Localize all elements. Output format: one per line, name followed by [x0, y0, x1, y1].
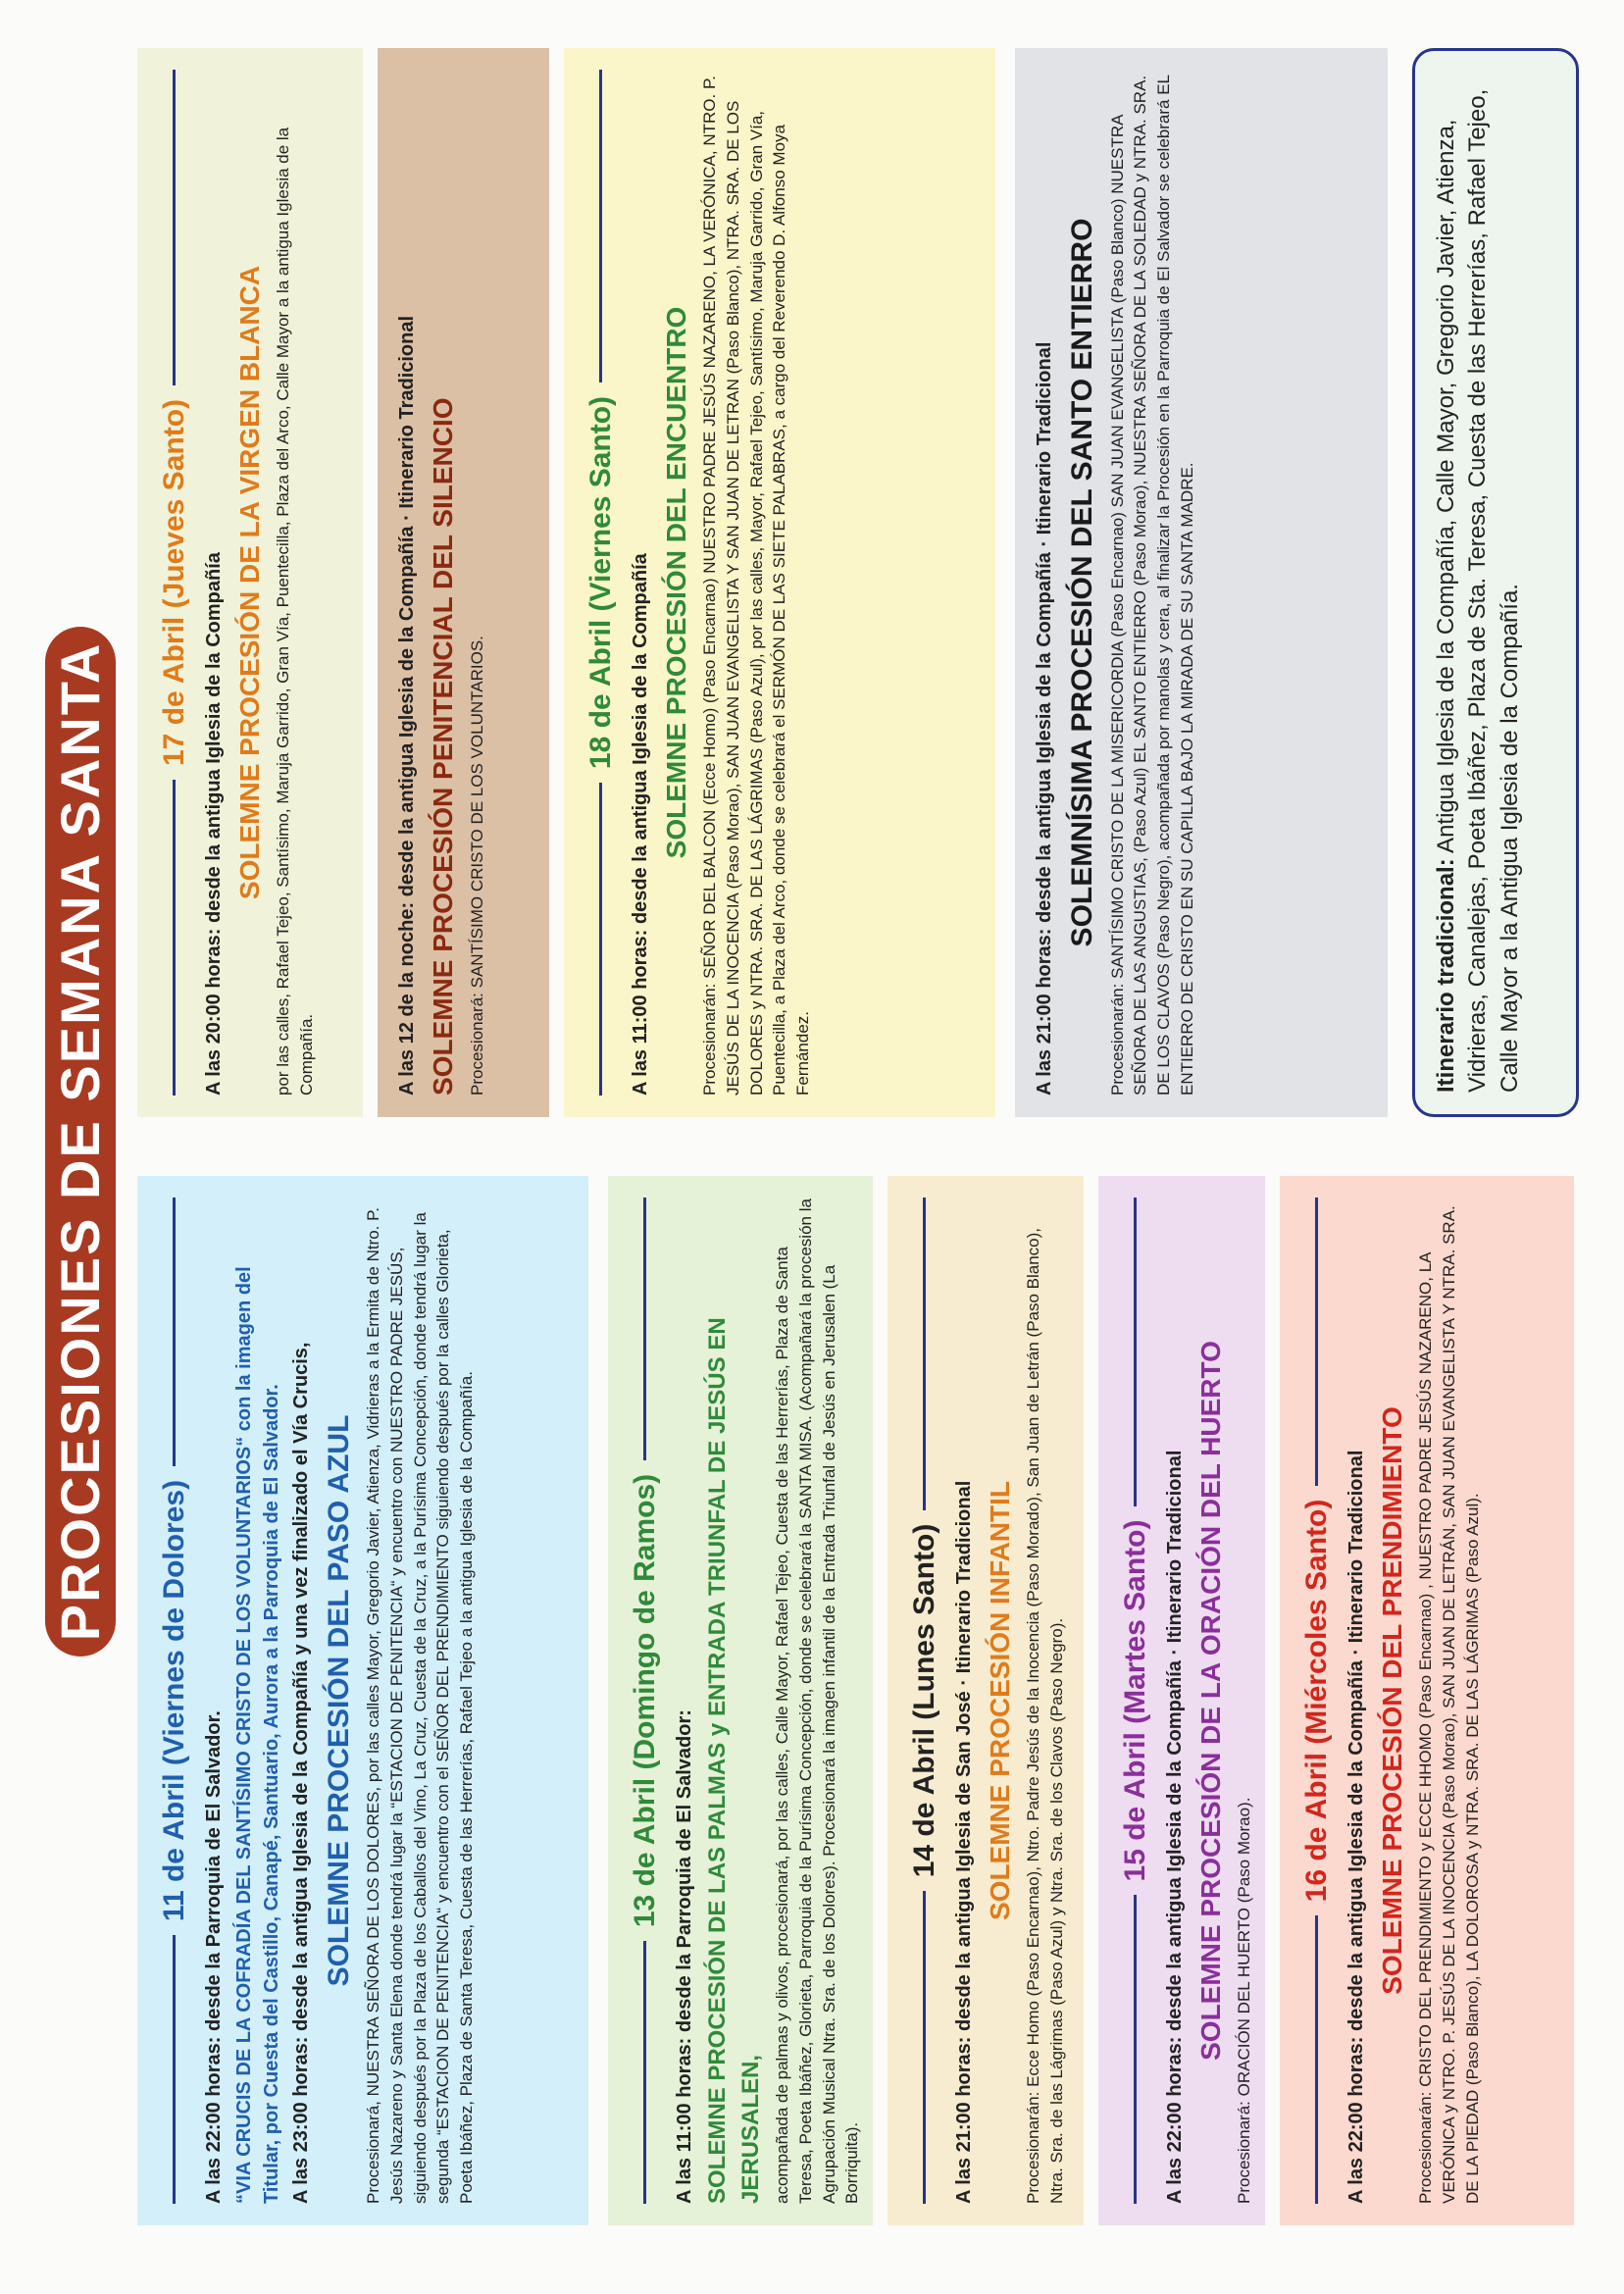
section-santo-entierro — [1015, 48, 1388, 1117]
section-viernes-dolores — [137, 1176, 588, 2225]
section-date: 14 de Abril (Lunes Santo) — [903, 1198, 946, 2204]
section-line: Procesionará: ORACIÓN DEL HUERTO (Paso Morao). — [1235, 1797, 1254, 2204]
section-silencio — [378, 48, 549, 1117]
section-line: A las 22:00 horas: desde la antigua Iglesia de la Compañía · Itinerario Tradicional — [1163, 1450, 1186, 2204]
section-line: “VIA CRUCIS DE LA COFRADÍA DEL SANTÍSIMO CRISTO DE LOS VOLUNTARIOS“ con la imagen del Titular, por Cuesta del Castillo, Canapé, Santuario, Aurora a la Parroquia de El Salvador. — [232, 1266, 282, 2204]
procession-title: SOLEMNE PROCESIÓN DEL PASO AZUL — [322, 1414, 355, 1987]
page-title: PROCESIONES DE SEMANA SANTA — [45, 627, 116, 1657]
section-date: 11 de Abril (Viernes de Dolores) — [153, 1198, 196, 2204]
procession-title: SOLEMNE PROCESIÓN INFANTIL — [984, 1480, 1015, 1921]
section-jueves-santo — [137, 48, 363, 1117]
section-line: Procesionarán: CRISTO DEL PRENDIMIENTO y ECCE HHOMO (Paso Encarnao) , NUESTRO PADRE JESÚS NAZARENO, LA VERÓNICA y NTRO. P. JESÚS DE LA INOCENCIA (Paso Morao), SAN JUAN DE LETRÁN, SAN JUAN EVANGELISTA Y NTRA. SRA. DE LA PIEDAD (Paso Blanco), LA DOLOROSA y NTRA. SRA. DE LAS LÁGRIMAS (Paso Azul). — [1416, 1205, 1482, 2204]
section-line: A las 11:00 horas: desde la Parroquia de El Salvador: — [673, 1709, 695, 2204]
section-line: por las calles, Rafael Tejeo, Santísimo, Maruja Garrido, Gran Vía, Puentecilla, Plaza del Arco, Calle Mayor a la antigua Iglesia de la Compañía. — [274, 127, 316, 1096]
section-lunes-santo — [888, 1176, 1084, 2225]
itinerario-label: Itinerario tradicional: — [1433, 858, 1459, 1093]
section-date: 16 de Abril (Miércoles Santo) — [1295, 1198, 1339, 2204]
section-line: Procesionarán: SANTÍSIMO CRISTO DE LA MISERICORDIA (Paso Encarnao) SAN JUAN EVANGELISTA (Paso Blanco) NUESTRA SEÑORA DE LAS ANGUSTIAS, (Paso Azul) EL SANTO ENTIERRO (Paso Morao), NUESTRA SEÑORA DE LA SOLEDAD y NTRA. SRA. DE LOS CLAVOS (Paso Negro), acompañada por manolas y cera, al finalizar la Procesión en la Parroquia de El Salvador se celebrará EL ENTIERRO DE CRISTO EN SU CAPILLA BAJO LA MIRADA DE SU SANTA MADRE. — [1107, 75, 1196, 1096]
section-line: Procesionarán: Ecce Homo (Paso Encarnao), Ntro. Padre Jesús de la Inocencia (Paso Morado), San Juan de Letrán (Paso Blanco), Ntra. Sra. de las Lágrimas (Paso Azul) y Ntra. Sra. de los Clavos (Paso Negro). — [1024, 1227, 1066, 2204]
section-date: 17 de Abril (Jueves Santo) — [153, 70, 196, 1096]
section-line: A las 12 de la noche: desde la antigua Iglesia de la Compañía · Itinerario Tradicional — [396, 315, 418, 1096]
itinerario-box — [1412, 48, 1579, 1117]
procession-title: SOLEMNE PROCESIÓN DEL ENCUENTRO — [660, 306, 691, 859]
section-line: Procesionará: SANTÍSIMO CRISTO DE LOS VOLUNTARIOS. — [467, 636, 486, 1096]
section-viernes-santo — [564, 48, 995, 1117]
itinerario-text: Antigua Iglesia de la Compañía, Calle Mayor, Gregorio Javier, Atienza, Vidrieras, Canalejas, Poeta Ibáñez, Plaza de Sta. Teresa, Cuesta de las Herrerías, Rafael Tejeo, Calle Mayor a la Antigua Iglesia de la Compañía. — [1433, 88, 1523, 1093]
section-date: 18 de Abril (Viernes Santo) — [580, 70, 623, 1096]
section-line: A las 22:00 horas: desde la antigua Iglesia de la Compañía · Itinerario Tradicional — [1345, 1450, 1367, 2204]
section-line: A las 23:00 horas: desde la antigua Iglesia de la Compañía y una vez finalizado el Vía Crucis, — [289, 1342, 312, 2204]
procession-title: SOLEMNÍSIMA PROCESIÓN DEL SANTO ENTIERRO — [1066, 218, 1098, 947]
section-line: A las 21:00 horas: desde la antigua Iglesia de San José · Itinerario Tradicional — [952, 1480, 975, 2204]
section-date: 13 de Abril (Domingo de Ramos) — [624, 1198, 667, 2204]
section-line: A las 11:00 horas: desde la antigua Iglesia de la Compañía — [629, 553, 651, 1096]
section-line: Procesionarán: SEÑOR DEL BALCON (Ecce Homo) (Paso Encarnao) NUESTRO PADRE JESÚS NAZARENO, LA VERÓNICA, NTRO. P. JESÚS DE LA INOCENCIA (Paso Morao), SAN JUAN EVANGELISTA Y SAN JUAN DE LETRAN (Paso Blanco), NTRA. SRA. DE LOS DOLORES y NTRA. SRA. DE LAS LÁGRIMAS (Paso Azul), por las calles, Mayor, Rafael Tejeo, Santísimo, Maruja Garrido, Gran Vía, Puentecilla, a Plaza del Arco, donde se celebrará el SERMÓN DE LAS SIETE PALABRAS, a cargo del Reverendo D. Alfonso Moya Fernández. — [700, 76, 813, 1096]
section-line: Procesionará, NUESTRA SEÑORA DE LOS DOLORES, por las calles Mayor, Gregorio Javier, Atienza, Vidrieras a la Ermita de Ntro. P. Jesús Nazareno y Santa Elena donde tendrá lugar la “ESTACION DE PENITENCIA“ y encuentro con NUESTRO PADRE JESÚS, siguiendo después por la Plaza de los Caballos del Vino, La Cruz, Cuesta de la Cruz, a la Purísima Concepción, donde tendrá lugar la segunda “ESTACION DE PENITENCIA“ y encuentro con el SEÑOR DEL PRENDIMIENTO siguiendo después por la calles Glorieta, Poeta Ibáñez, Plaza de Santa Teresa, Cuesta de las Herrerías, Rafael Tejeo a la antigua Iglesia de la Compañía. — [364, 1207, 477, 2204]
section-martes-santo — [1098, 1176, 1265, 2225]
procession-title: SOLEMNE PROCESIÓN DE LA ORACIÓN DEL HUERTO — [1194, 1341, 1226, 2061]
section-domingo-ramos — [608, 1176, 873, 2225]
procession-title: SOLEMNE PROCESIÓN DEL PRENDIMIENTO — [1376, 1406, 1407, 1995]
section-line: A las 22:00 horas: desde la Parroquia de El Salvador. — [202, 1710, 225, 2204]
section-line: acompañada de palmas y olivos, procesionará, por las calles, Calle Mayor, Rafael Tejeo, Cuesta de las Herrerías, Plaza de Santa Teresa, Poeta Ibáñez, Glorieta, Parroquia de la Purísima Concepción, donde se celebrará la SANTA MISA. (Acompañará la procesión la Agrupación Musical Ntra. Sra. de los Dolores). Procesionará la imagen infantil de la Entrada Triunfal de Jesús en Jerusalen (La Borriquita). — [773, 1198, 862, 2204]
section-line: A las 20:00 horas: desde la antigua Iglesia de la Compañía — [202, 552, 225, 1096]
procession-title: SOLEMNE PROCESIÓN DE LAS PALMAS y ENTRADA TRIUNFAL DE JESÚS EN JERUSALEN, — [703, 1317, 765, 2204]
section-miercoles-santo — [1280, 1176, 1574, 2225]
procession-title: SOLEMNE PROCESIÓN DE LA VIRGEN BLANCA — [233, 265, 265, 900]
section-line: A las 21:00 horas: desde la antigua Iglesia de la Compañía · Itinerario Tradicional — [1034, 341, 1055, 1096]
section-date: 15 de Abril (Martes Santo) — [1114, 1198, 1157, 2204]
procession-title: SOLEMNE PROCESIÓN PENITENCIAL DEL SILENCIO — [428, 397, 458, 1096]
